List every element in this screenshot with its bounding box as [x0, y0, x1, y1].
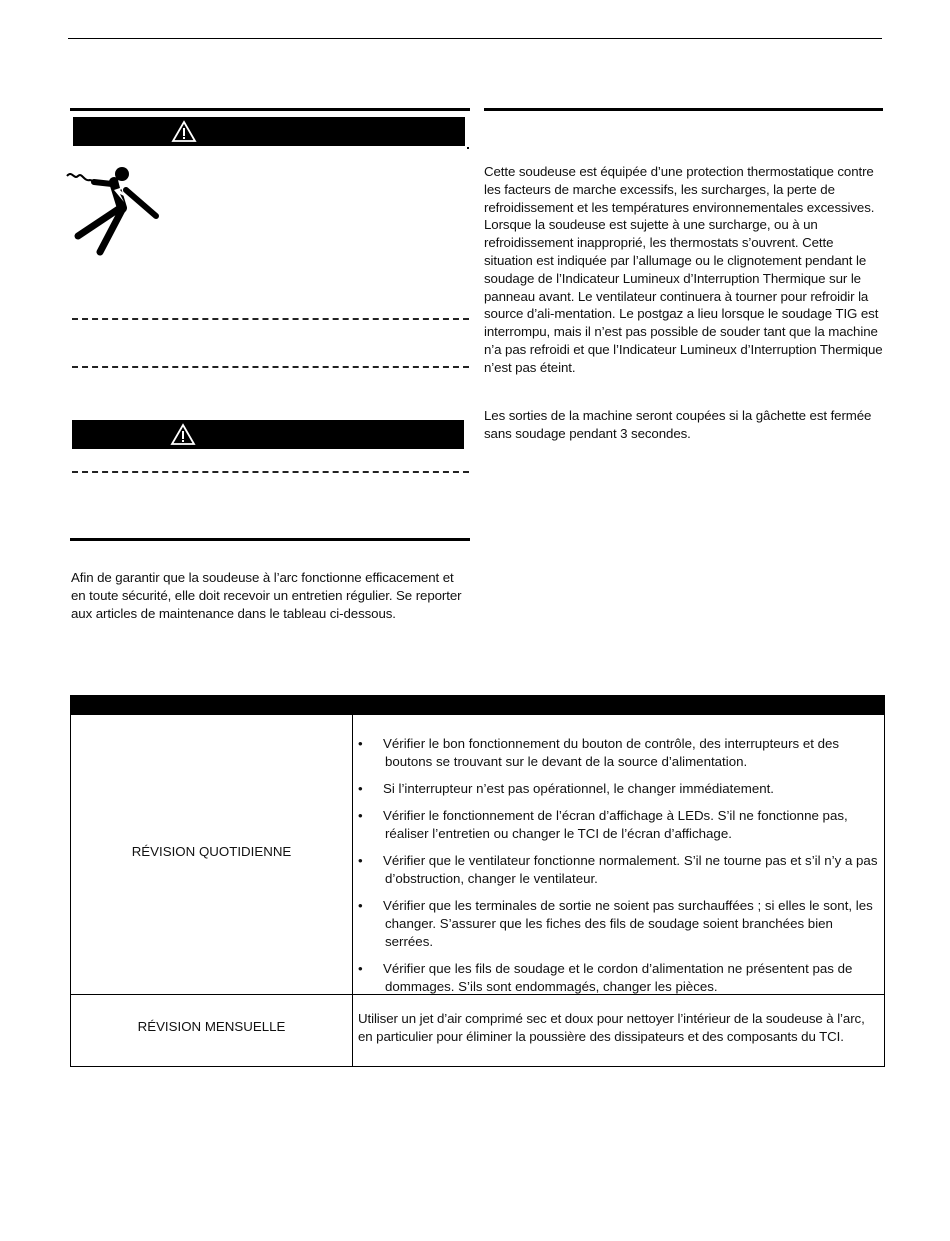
dashed-divider-2	[72, 366, 469, 368]
trigger-timeout-paragraph: Les sorties de la machine seront coupées si la gâchette est fermée sans soudage pendant 3 secondes.	[484, 408, 872, 441]
thermal-section-rule	[484, 108, 883, 111]
warning-triangle-icon	[171, 120, 197, 148]
dashed-divider-3	[72, 471, 469, 473]
table-header-bar	[70, 695, 885, 715]
monthly-review-text: Utiliser un jet d’air comprimé sec et doux pour nettoyer l’intérieur de la soudeuse à l’arc, en particulier pour éliminer la poussière des dissipateurs et des composants du TCI.	[358, 1011, 865, 1044]
warning-banner-2	[72, 420, 464, 449]
list-item: • Vérifier le fonctionnement de l’écran d’affichage à LEDs. S’il ne fonctionne pas, réaliser l’entretien ou changer le TCI de l’écran d’affichage.	[358, 808, 848, 841]
electric-shock-icon	[64, 160, 164, 263]
warning-triangle-icon	[170, 423, 196, 451]
list-item: • Vérifier que le ventilateur fonctionne normalement. S’il ne tourne pas et s’il n’y a pas d’obstruction, changer le ventilateur.	[358, 853, 878, 886]
list-item: • Si l’interrupteur n’est pas opérationnel, le changer immédiatement.	[358, 781, 774, 796]
page-top-rule	[68, 38, 882, 39]
dashed-divider-1	[72, 318, 469, 320]
thermal-protection-paragraph: Cette soudeuse est équipée d’une protection thermostatique contre les facteurs de marche excessifs, les surcharges, la perte de refroidissement et les températures environnementales excessives. Lorsque la soudeuse est sujette à une surcharge, ou à un refroidissement inapproprié, les thermostats s’ouvrent. Cette situation est indiquée par l’allumage ou le clignotement pendant le soudage de l’Indicateur Lumineux d’Interruption Thermique sur le panneau avant. Le ventilateur continuera à tourner pour refroidir la source d’ali-mentation. Le postgaz a lieu lorsque le soudage TIG est interrompu, mais il n’est pas possible de souder tant que la machine n’a pas refroidi et que l’Indicateur Lumineux d’Interruption Thermique n’est pas éteint.	[484, 164, 883, 375]
list-item: • Vérifier que les fils de soudage et le cordon d’alimentation ne présentent pas de dommages. S’ils sont endommagés, changer les pièces.	[358, 961, 853, 994]
monthly-review-label: RÉVISION MENSUELLE	[137, 1019, 286, 1034]
left-section-rule	[70, 108, 470, 111]
maintenance-section-rule	[70, 538, 470, 541]
warning-banner-1	[73, 117, 465, 146]
daily-review-label: RÉVISION QUOTIDIENNE	[131, 844, 292, 859]
daily-review-checklist	[358, 735, 882, 1005]
banner-corner-mark	[467, 147, 469, 149]
maintenance-intro-paragraph: Afin de garantir que la soudeuse à l’arc fonctionne efficacement et en toute sécurité, elle doit recevoir un entretien régulier. Se reporter aux articles de maintenance dans le tableau ci-dessous.	[71, 570, 462, 621]
list-item: • Vérifier que les terminales de sortie ne soient pas surchauffées ; si elles le sont, les changer. S’assurer que les fiches des fils de soudage soient branchées bien serrées.	[358, 898, 873, 949]
list-item: • Vérifier le bon fonctionnement du bouton de contrôle, des interrupteurs et des boutons se trouvant sur le devant de la source d’alimentation.	[358, 736, 840, 769]
